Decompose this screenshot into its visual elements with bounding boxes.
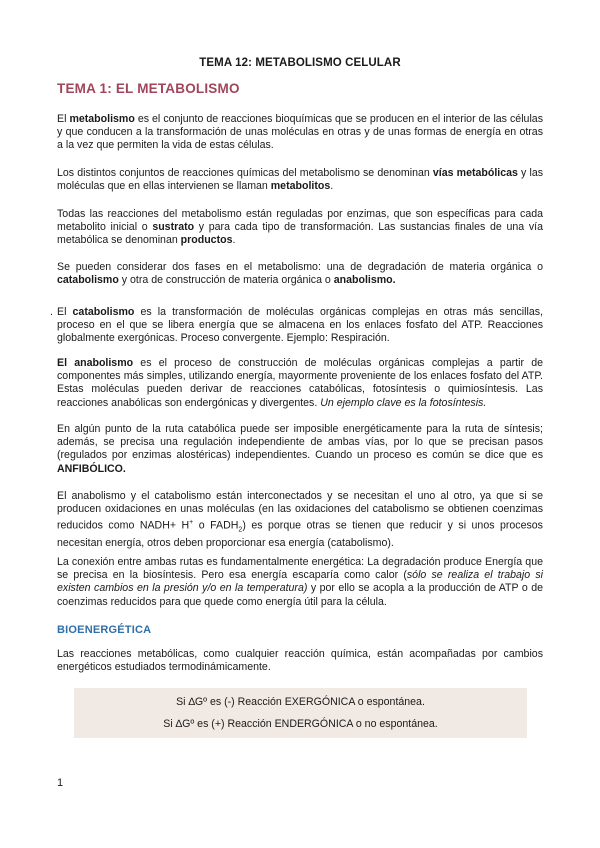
paragraph-interconexion: El anabolismo y el catabolismo están interconectados y se necesitan el uno al otro, ya que si se producen oxidaciones en unas moléculas (en las oxidaciones del catabolismo se obtienen coenzimas reducidos como NADH+ H+ o $FADH_2$) es porque otras se tienen que reducir y si unos procesos necesitan energía, otros deben proporcionar esa energía (catabolismo). xyxy=(57,490,543,550)
paragraph-bioenergetica: Las reacciones metabólicas, como cualquier reacción química, están acompañadas por cambios energéticos estudiados termodinámicamente. xyxy=(57,648,543,674)
term-metabolismo: metabolismo xyxy=(69,113,135,125)
paragraph-conexion-energetica: La conexión entre ambas rutas es fundamentalmente energética: La degradación produce Energía que se precisa en la biosíntesis. Pero esa energía escaparía como calor (sólo se realiza el trabajo si existen cambios en la presión y/o en la temperatura) y por ello se acopla a la producción de ATP o de coenzimas reducidos para que quede como energía útil para la célula. xyxy=(57,556,543,608)
section-title: TEMA 1: EL METABOLISMO xyxy=(57,81,240,96)
endergonic-line: Si ∆Gº es (+) Reacción ENDERGÓNICA o no espontánea. xyxy=(163,718,438,730)
term-catabolismo: catabolismo xyxy=(57,274,119,287)
exergonic-line: Si ∆Gº es (-) Reacción EXERGÓNICA o espontánea. xyxy=(176,696,425,708)
paragraph-anfibolico: En algún punto de la ruta catabólica puede ser imposible energéticamente para la ruta de síntesis; además, se precisa una regulación independiente de ambas vías, por lo que se precisan pasos (regulados por enzimas alostéricas) independientes. Cuando un proceso es común se dice que es ANFIBÓLICO. xyxy=(57,423,543,475)
term-anfibolico: ANFIBÓLICO. xyxy=(57,462,126,475)
page-number: 1 xyxy=(57,777,64,789)
gibbs-energy-box xyxy=(74,688,527,738)
term-sustrato: sustrato xyxy=(152,221,195,234)
paragraph-fases: Se pueden considerar dos fases en el metabolismo: una de degradación de materia orgánica o catabolismo y otra de construcción de materia orgánica o anabolismo. xyxy=(57,261,543,287)
paragraph-enzimas: Todas las reacciones del metabolismo están reguladas por enzimas, que son específicas para cada metabolito inicial o sustrato y para cada tipo de transformación. Las sustancias finales de una vía metabólica se denominan productos. xyxy=(57,208,543,247)
bullet-dot: . xyxy=(50,306,53,318)
note-trabajo: sólo se realiza el trabajo si existen cambios en la presión y/o en la temperatura) xyxy=(57,569,543,595)
paragraph-anabolismo: El anabolismo es el proceso de construcción de moléculas orgánicas complejas a partir de componentes más simples, utilizando energía, mayormente proveniente de los enlaces fosfato del ATP. Estas moléculas pueden derivar de reacciones catabólicas, fotosíntesis o quimiosíntesis. Las reacciones anabólicas son endergónicas y divergentes. Un ejemplo clave es la fotosíntesis. xyxy=(57,357,543,409)
paragraph-vias-metabolicas: Los distintos conjuntos de reacciones químicas del metabolismo se denominan vías metabólicas y las moléculas que en ellas intervienen se llaman metabolitos. xyxy=(57,167,544,193)
example-fotosintesis: Un ejemplo clave es la fotosíntesis. xyxy=(320,396,487,409)
term-vias-metabolicas: vías metabólicas xyxy=(432,167,518,179)
document-title: TEMA 12: METABOLISMO CELULAR xyxy=(199,57,401,69)
paragraph-metabolismo: El metabolismo es el conjunto de reacciones bioquímicas que se producen en el interior de las células y que conducen a la transformación de unas moléculas en otras y de unas formas de energía en otras a la vez que permiten la vida de estas células. xyxy=(57,113,543,152)
term-metabolitos: metabolitos xyxy=(270,180,331,193)
subsection-title-bioenergetica: BIOENERGÉTICA xyxy=(57,624,152,636)
term-productos: productos xyxy=(180,234,233,247)
term-anabolismo-def: El anabolismo xyxy=(57,357,134,369)
paragraph-catabolismo: El catabolismo es la transformación de moléculas orgánicas complejas en otras más sencillas, proceso en el que se libera energía que se almacena en los enlaces fosfato del ATP. Reacciones globalmente exergónicas. Proceso convergente. Ejemplo: Respiración. xyxy=(57,306,543,345)
term-catabolismo-def: catabolismo xyxy=(72,306,135,318)
term-anabolismo: anabolismo. xyxy=(333,274,396,287)
